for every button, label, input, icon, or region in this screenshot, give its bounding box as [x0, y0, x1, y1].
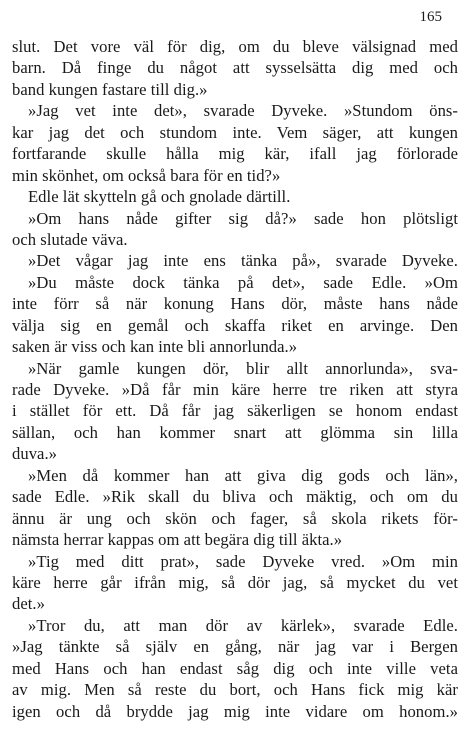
text-line: och slutade väva. — [12, 229, 128, 249]
text-line: i stället för ett. Då får jag säkerligen se honom endast — [12, 401, 458, 421]
text-line: slut. Det vore väl för dig, om du bleve välsignad med — [12, 37, 458, 56]
text-line: »Du måste dock tänka på det», sade Edle. »Om — [28, 272, 458, 292]
text-line: kar jag det och stundom inte. Vem säger, att kungen — [12, 122, 458, 142]
text-line: rade Dyveke. »Då får min käre herre tre riken att styra — [12, 380, 458, 399]
text-line: barn. Då finge du något att sysselsätta dig med och — [12, 58, 458, 78]
text-line: igen och då brydde jag mig inte vidare om honom.» — [12, 701, 458, 721]
text-line: »När gamle kungen dör, blir allt annorlunda», sva- — [28, 358, 458, 378]
text-line: det.» — [12, 594, 45, 614]
text-line: av mig. Men så reste du bort, och Hans fick mig kär — [12, 680, 458, 700]
text-line: »Jag vet inte det», svarade Dyveke. »Stundom öns- — [28, 101, 458, 121]
text-line: välja sig en gemål och skaffa riket en arvinge. Den — [12, 315, 458, 335]
text-line: »Det vågar jag inte ens tänka på», svarade Dyveke. — [28, 251, 458, 271]
text-line: »Jag tänkte så själv en gång, när jag var i Bergen — [12, 637, 458, 657]
text-line: »Tror du, att man dör av kärlek», svarade Edle. — [28, 615, 458, 635]
text-line: käre herre går ifrån mig, så dör jag, så mycket du vet — [12, 572, 458, 592]
text-line: duva.» — [12, 444, 58, 464]
body-text — [12, 36, 458, 722]
text-line: »Men då kommer han att giva dig gods och län», — [28, 465, 458, 485]
page-number: 165 — [419, 9, 442, 25]
text-line: sade Edle. »Rik skall du bliva och mäktig, och om du — [12, 487, 458, 507]
text-line: sällan, och han kommer snart att glömma sin lilla — [12, 422, 458, 442]
text-line: band kungen fastare till dig.» — [12, 79, 208, 99]
text-line: ännu är ung och skön och fager, så skola rikets för- — [12, 508, 458, 528]
text-line: Edle lät skytteln gå och gnolade därtill. — [28, 187, 291, 207]
text-line: min skönhet, om också bara för en tid?» — [12, 165, 281, 185]
text-line: »Tig med ditt prat», sade Dyveke vred. »Om min — [28, 551, 458, 571]
text-line: med Hans och han endast såg dig och inte ville veta — [12, 658, 458, 678]
text-line: saken är viss och kan inte bli annorlunda.» — [12, 337, 298, 357]
text-line: »Om hans nåde gifter sig då?» sade hon plötsligt — [28, 208, 458, 228]
text-line: inte förr så när konung Hans dör, måste hans nåde — [12, 294, 458, 314]
text-line: nämsta herrar kappas om att begära dig till äkta.» — [12, 530, 343, 550]
text-line: fortfarande skulle hålla mig kär, ifall jag förlorade — [12, 144, 458, 164]
